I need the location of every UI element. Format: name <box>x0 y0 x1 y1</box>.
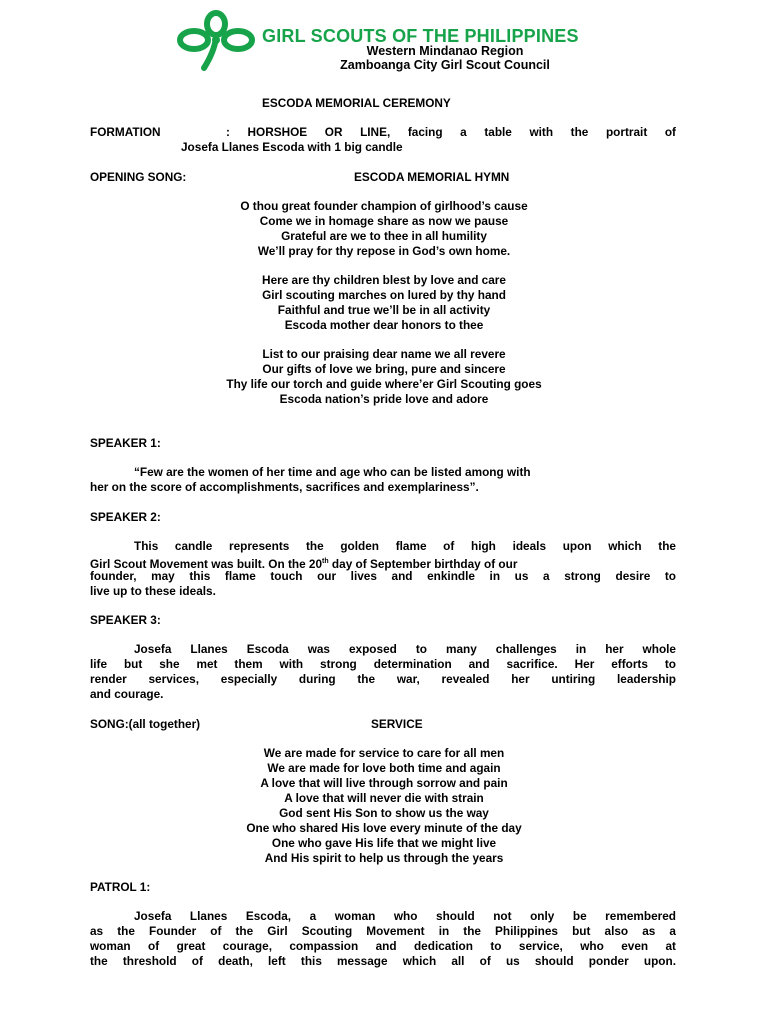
song-line: We are made for love both time and again <box>267 761 501 775</box>
hymn-line: Our gifts of love we bring, pure and sincere <box>262 362 506 376</box>
patrol-1-text: woman of great courage, compassion and dedication to service, who even at <box>90 939 676 953</box>
ceremony-title: ESCODA MEMORIAL CEREMONY <box>262 96 451 110</box>
hymn-line: Grateful are we to thee in all humility <box>281 229 487 243</box>
patrol-1-text: as the Founder of the Girl Scouting Movement in the Philippines but also as a <box>90 924 676 938</box>
hymn-line: Escoda mother dear honors to thee <box>284 318 484 332</box>
song-line: We are made for service to care for all men <box>263 746 505 760</box>
speaker-1-text: “Few are the women of her time and age who can be listed among with <box>134 465 531 479</box>
patrol-1-text: Josefa Llanes Escoda, a woman who should not only be remembered <box>134 909 676 923</box>
song-label: SONG:(all together) <box>90 717 201 731</box>
speaker-3-text: Josefa Llanes Escoda was exposed to many challenges in her whole <box>134 642 676 656</box>
trefoil-logo-icon <box>176 10 256 72</box>
formation-text: : HORSHOE OR LINE, facing a table with the portrait of <box>226 125 676 139</box>
speaker-3-text: and courage. <box>90 687 164 701</box>
council-name: Zamboanga City Girl Scout Council <box>340 58 550 72</box>
speaker-3-text: render services, especially during the war, revealed her untiring leadership <box>90 672 676 686</box>
speaker-2-text: founder, may this flame touch our lives and enkindle in us a strong desire to <box>90 569 676 583</box>
opening-song-title: ESCODA MEMORIAL HYMN <box>354 170 510 184</box>
speaker-3-text: life but she met them with strong determination and sacrifice. Her efforts to <box>90 657 676 671</box>
hymn-line: Escoda nation’s pride love and adore <box>279 392 489 406</box>
hymn-line: Here are thy children blest by love and care <box>262 273 506 287</box>
song-line: One who shared His love every minute of the day <box>246 821 522 835</box>
song-line: One who gave His life that we might live <box>271 836 497 850</box>
speaker-2-text: live up to these ideals. <box>90 584 216 598</box>
patrol-1-text: the threshold of death, left this message which all of us should ponder upon. <box>90 954 676 968</box>
patrol-1-label: PATROL 1: <box>90 880 151 894</box>
organization-name: GIRL SCOUTS OF THE PHILIPPINES <box>262 26 579 46</box>
song-line: And His spirit to help us through the years <box>264 851 504 865</box>
speaker-1-text: her on the score of accomplishments, sacrifices and exemplariness”. <box>90 480 479 494</box>
formation-text-2: Josefa Llanes Escoda with 1 big candle <box>181 140 403 154</box>
speaker-2-text: Girl Scout Movement was built. On the 20th day of September birthday of our <box>90 556 518 571</box>
opening-song-label: OPENING SONG: <box>90 170 187 184</box>
song-line: God sent His Son to show us the way <box>279 806 489 820</box>
hymn-line: Girl scouting marches on lured by thy hand <box>262 288 506 302</box>
hymn-line: Faithful and true we’ll be in all activity <box>277 303 491 317</box>
hymn-line: List to our praising dear name we all revere <box>262 347 506 361</box>
song-line: A love that will live through sorrow and pain <box>260 776 508 790</box>
speaker-1-label: SPEAKER 1: <box>90 436 161 450</box>
speaker-3-label: SPEAKER 3: <box>90 613 161 627</box>
hymn-line: Come we in homage share as now we pause <box>259 214 509 228</box>
hymn-line: O thou great founder champion of girlhood’s cause <box>240 199 528 213</box>
formation-label: FORMATION <box>90 125 161 139</box>
speaker-2-text: This candle represents the golden flame of high ideals upon which the <box>134 539 676 553</box>
song-title: SERVICE <box>371 717 423 731</box>
hymn-line: Thy life our torch and guide where’er Girl Scouting goes <box>226 377 542 391</box>
song-line: A love that will never die with strain <box>284 791 484 805</box>
region-name: Western Mindanao Region <box>366 44 524 58</box>
hymn-line: We’ll pray for thy repose in God’s own home. <box>257 244 511 258</box>
speaker-2-label: SPEAKER 2: <box>90 510 161 524</box>
